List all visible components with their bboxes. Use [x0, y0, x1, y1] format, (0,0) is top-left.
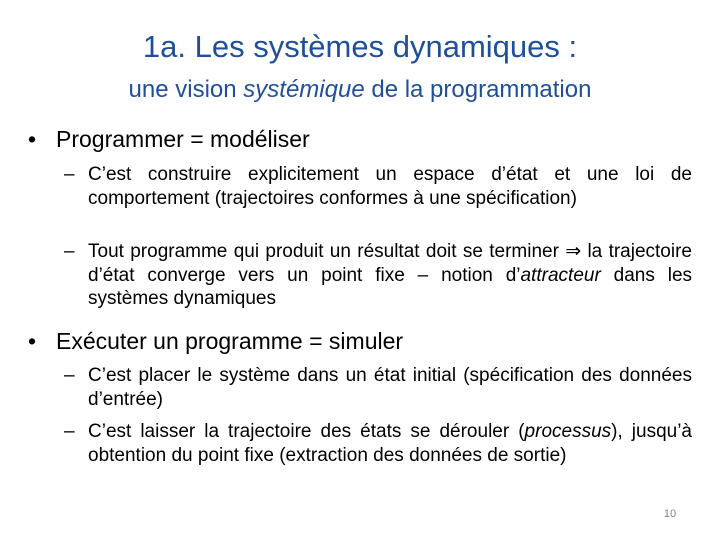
sub-bullet-laisser [64, 420, 692, 467]
text-run: C’est laisser la trajectoire des états se dérouler ( [88, 421, 525, 442]
bullet-executer [28, 326, 403, 356]
sub-marker: – [64, 164, 75, 185]
text-run: Tout programme qui produit un résultat doit se terminer ⇒ la trajectoire d’état converge vers un point fixe – notion d’ [88, 241, 692, 286]
text-run: dans les systèmes dynamiques [88, 264, 693, 309]
bullet-programmer [28, 124, 310, 154]
slide-title: 1a. Les systèmes dynamiques : [142, 29, 578, 64]
bullet-text: Exécuter un programme = simuler [56, 328, 404, 354]
sub-bullet-terminer [64, 240, 692, 311]
sub-bullet-text [64, 420, 692, 467]
sub-bullet-text [64, 240, 692, 311]
text-run: C’est construire explicitement un espace d’état et une loi de comportement (trajectoires conformes à une spécification) [88, 164, 692, 209]
sub-bullet-text [64, 163, 692, 210]
emphasis-run: attracteur [520, 264, 601, 286]
subtitle-emphasis: systémique [243, 76, 365, 103]
sub-marker: – [64, 365, 75, 386]
bullet-marker: • [28, 126, 37, 152]
bullet-text: Programmer = modéliser [56, 126, 310, 152]
sub-bullet-text [64, 364, 692, 411]
sub-bullet-construire [64, 163, 692, 210]
text-run: ), jusqu’à obtention du point fixe (extraction des données de sortie) [88, 421, 692, 466]
sub-bullet-placer [64, 364, 692, 411]
slide-subtitle [0, 74, 720, 106]
subtitle-text-1: une vision [128, 76, 244, 103]
emphasis-run: processus [524, 421, 612, 442]
text-run: C’est placer le système dans un état initial (spécification des données d’entrée) [88, 365, 692, 410]
subtitle-text-2: de la programmation [364, 76, 592, 103]
sub-marker: – [64, 421, 75, 442]
sub-marker: – [64, 241, 75, 262]
page-number: 10 [663, 508, 677, 520]
bullet-marker: • [28, 328, 37, 354]
